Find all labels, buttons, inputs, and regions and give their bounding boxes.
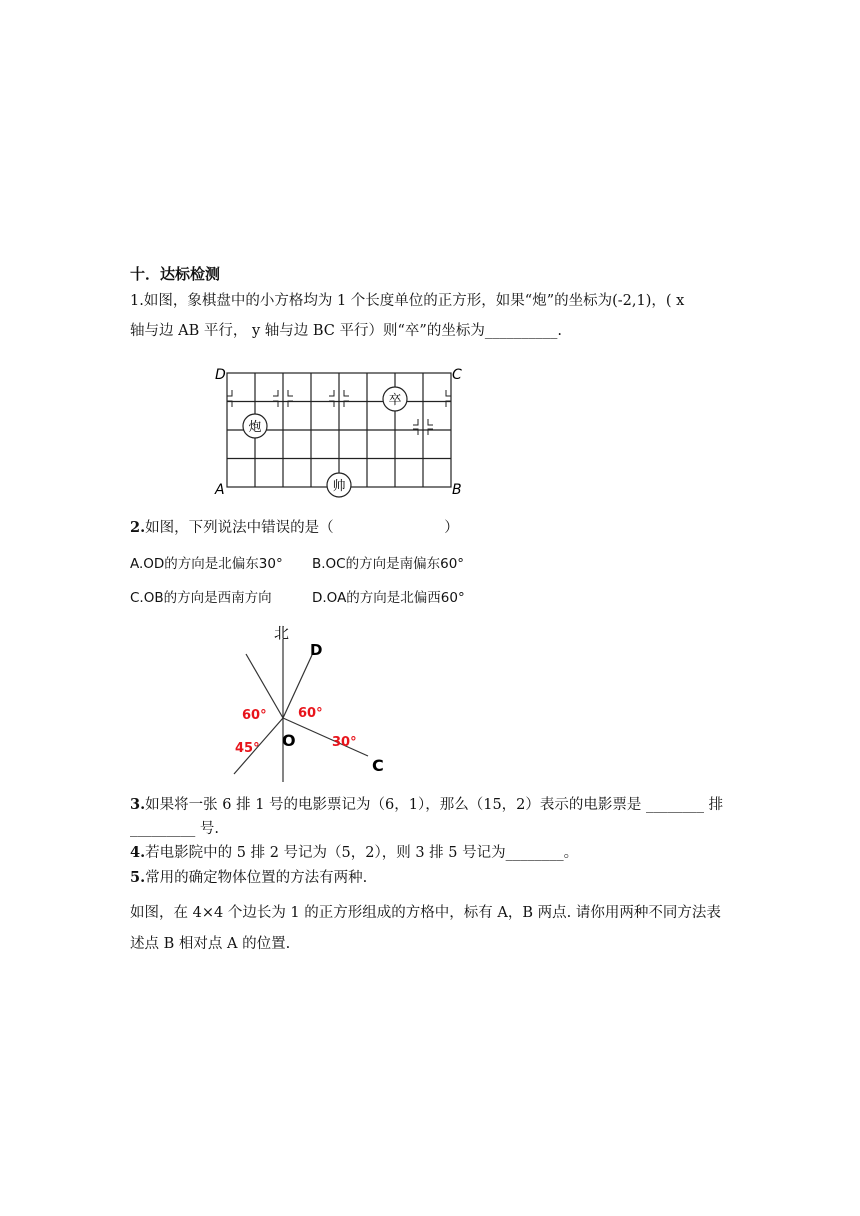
piece-pao-label: 炮 <box>248 420 262 435</box>
corner-label-d: D <box>215 367 226 383</box>
q2-option-a: A.OD的方向是北偏东30° <box>130 556 283 572</box>
angle-label-45: 45° <box>235 741 260 756</box>
q3-line1 <box>130 793 723 814</box>
q4-number: 4. <box>130 844 146 861</box>
piece-shuai-label: 帅 <box>332 479 346 494</box>
q1-line1: 1.如图，象棋盘中的小方格均为 1 个长度单位的正方形，如果“炮”的坐标为(-2,1)，( x <box>130 293 685 309</box>
q5-text-line1: 常用的确定物体位置的方法有两种. <box>145 870 368 886</box>
q2-stem: 如图，下列说法中错误的是（ ） <box>145 520 459 536</box>
angle-label-60-left: 60° <box>242 708 267 723</box>
corner-label-c: C <box>452 367 462 383</box>
chessboard-figure <box>212 362 472 498</box>
point-label-o: O <box>282 731 296 750</box>
angle-label-30: 30° <box>332 735 357 750</box>
q2-line <box>130 516 459 537</box>
point-label-c: C <box>372 756 384 775</box>
north-label: 北 <box>274 624 290 642</box>
piece-pao <box>243 414 267 438</box>
q2-option-b: B.OC的方向是南偏东60° <box>312 556 465 572</box>
piece-zu <box>383 387 407 411</box>
q5-line3: 述点 B 相对点 A 的位置. <box>130 936 291 952</box>
q2-option-c: C.OB的方向是西南方向 <box>130 590 272 606</box>
point-label-d: D <box>310 641 323 659</box>
q3-line2: _________ 号. <box>130 821 219 837</box>
q4-text: 若电影院中的 5 排 2 号记为（5，2），则 3 排 5 号记为________。 <box>145 845 579 861</box>
piece-zu-label: 卒 <box>388 393 402 408</box>
corner-label-a: A <box>215 482 225 498</box>
q5-line2: 如图，在 4×4 个边长为 1 的正方形组成的方格中，标有 A，B 两点. 请你用两种不同方法表 <box>130 905 721 921</box>
q3-text-line1: 如果将一张 6 排 1 号的电影票记为（6，1），那么（15，2）表示的电影票是 ________ 排 <box>145 797 724 813</box>
q3-number: 3. <box>130 796 146 813</box>
q4-line <box>130 841 578 862</box>
corner-label-b: B <box>452 482 462 498</box>
q5-number: 5. <box>130 869 146 886</box>
angle-label-60-right: 60° <box>298 706 323 721</box>
piece-shuai <box>327 473 351 497</box>
q5-line1 <box>130 866 367 887</box>
section-title: 十．达标检测 <box>130 265 221 283</box>
q2-option-d: D.OA的方向是北偏西60° <box>312 590 465 606</box>
q1-line2: 轴与边 AB 平行， y 轴与边 BC 平行）则“卒”的坐标为__________. <box>130 323 562 339</box>
direction-figure <box>222 620 402 782</box>
q2-number: 2. <box>130 519 146 536</box>
